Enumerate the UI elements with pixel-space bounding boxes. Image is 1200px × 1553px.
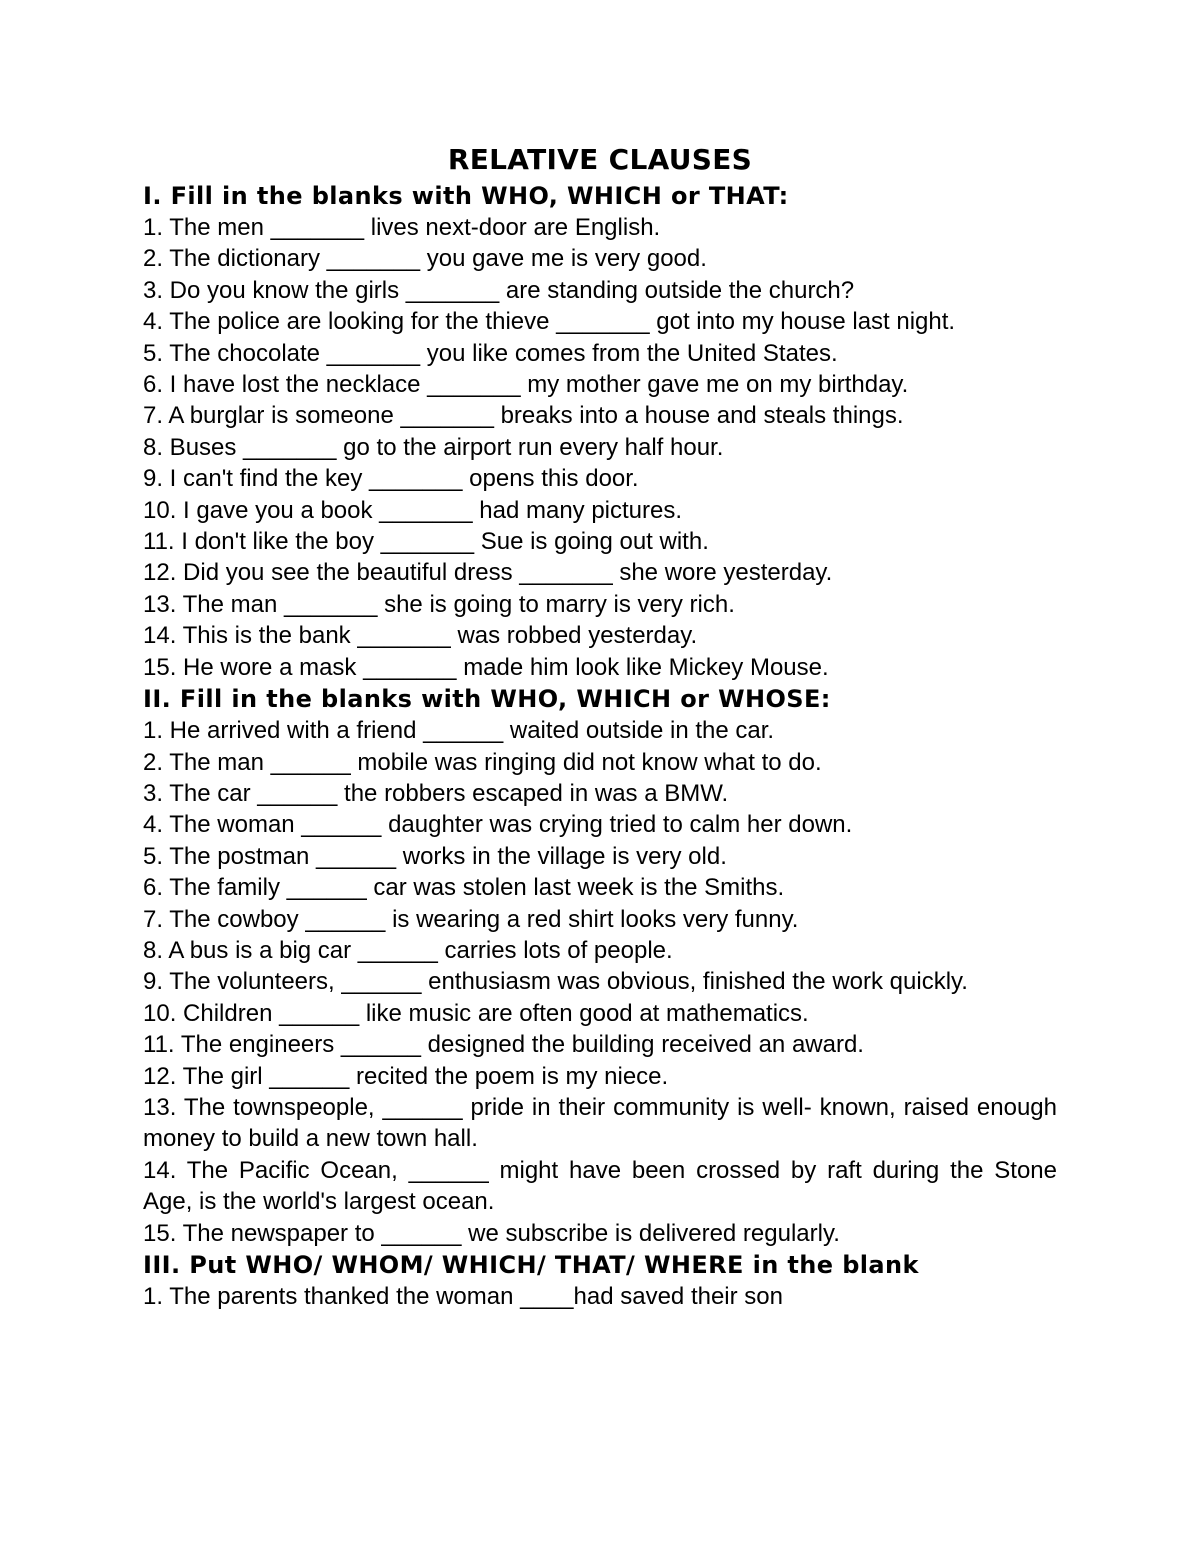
section-1-heading: I. Fill in the blanks with WHO, WHICH or THAT: (143, 182, 789, 210)
exercise-item: 6. The family ______ car was stolen last week is the Smiths. (143, 874, 785, 902)
exercise-item: 6. I have lost the necklace _______ my mother gave me on my birthday. (143, 371, 909, 399)
exercise-item: 7. The cowboy ______ is wearing a red shirt looks very funny. (143, 905, 799, 933)
exercise-item: 1. The parents thanked the woman ____had saved their son (143, 1283, 783, 1310)
exercise-item: 11. I don't like the boy _______ Sue is going out with. (143, 528, 709, 556)
section-3-items (143, 1281, 1057, 1312)
section-2-items (143, 715, 1057, 1249)
exercise-item: 14. This is the bank _______ was robbed yesterday. (143, 622, 698, 650)
exercise-item: 7. A burglar is someone _______ breaks into a house and steals things. (143, 402, 904, 430)
exercise-item: 5. The chocolate _______ you like comes from the United States. (143, 339, 838, 367)
exercise-item: 13. The man _______ she is going to marry is very rich. (143, 590, 735, 618)
exercise-item: 9. I can't find the key _______ opens this door. (143, 465, 639, 493)
exercise-item: 9. The volunteers, ______ enthusiasm was obvious, finished the work quickly. (143, 968, 968, 996)
worksheet-content (143, 140, 1057, 1312)
exercise-item: 2. The man ______ mobile was ringing did not know what to do. (143, 748, 822, 776)
exercise-item: 4. The woman ______ daughter was crying tried to calm her down. (143, 811, 853, 839)
exercise-item: 2. The dictionary _______ you gave me is very good. (143, 245, 707, 273)
exercise-item: 15. The newspaper to ______ we subscribe is delivered regularly. (143, 1219, 840, 1247)
exercise-item: 12. Did you see the beautiful dress _______ she wore yesterday. (143, 559, 833, 587)
exercise-item: 15. He wore a mask _______ made him look like Mickey Mouse. (143, 653, 829, 681)
exercise-item: 1. He arrived with a friend ______ waited outside in the car. (143, 717, 775, 745)
section-3-heading: III. Put WHO/ WHOM/ WHICH/ THAT/ WHERE in the blank (143, 1251, 919, 1279)
exercise-item: 10. I gave you a book _______ had many pictures. (143, 496, 683, 524)
exercise-item: 11. The engineers ______ designed the building received an award. (143, 1031, 864, 1059)
exercise-item: 12. The girl ______ recited the poem is my niece. (143, 1062, 669, 1090)
exercise-item: 3. Do you know the girls _______ are standing outside the church? (143, 276, 855, 304)
page-title: RELATIVE CLAUSES (447, 143, 753, 176)
exercise-item: 13. The townspeople, ______ pride in their community is well- known, raised enough money to build a new town hall. (143, 1093, 1057, 1153)
section-2-heading: II. Fill in the blanks with WHO, WHICH or WHOSE: (143, 685, 831, 714)
exercise-item: 10. Children ______ like music are often good at mathematics. (143, 999, 809, 1027)
section-1-items (143, 212, 1057, 683)
exercise-item: 5. The postman ______ works in the village is very old. (143, 842, 727, 870)
exercise-item: 4. The police are looking for the thieve _______ got into my house last night. (143, 308, 956, 336)
exercise-item: 8. Buses _______ go to the airport run every half hour. (143, 433, 724, 461)
exercise-item: 3. The car ______ the robbers escaped in was a BMW. (143, 779, 729, 807)
exercise-item: 1. The men _______ lives next-door are English. (143, 214, 661, 241)
exercise-item: 14. The Pacific Ocean, ______ might have been crossed by raft during the Stone Age, is the world's largest ocean. (143, 1156, 1057, 1216)
exercise-item: 8. A bus is a big car ______ carries lots of people. (143, 936, 673, 964)
